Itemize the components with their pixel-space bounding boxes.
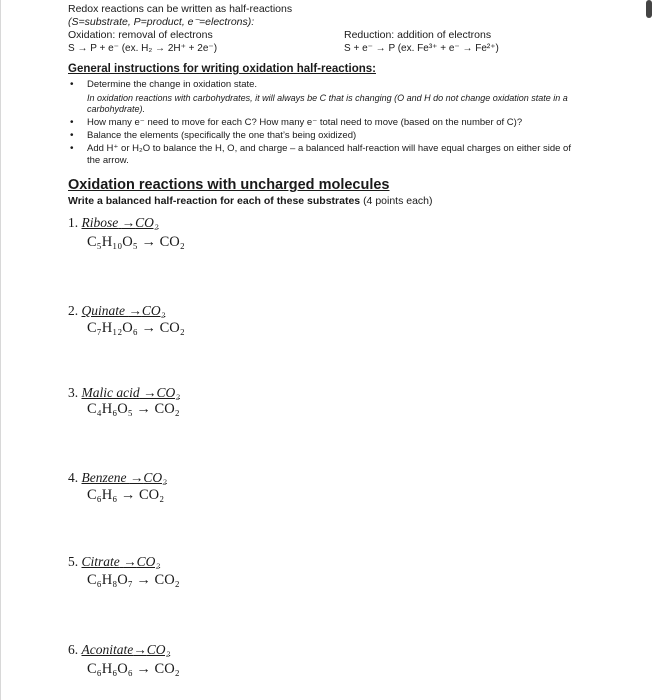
substrate-name: [82, 303, 166, 318]
instruction-4: Add H⁺ or H₂O to balance the H, O, and charge – a balanced half-reaction will have equal charges on either side of the arrow.: [87, 143, 571, 166]
product-text: CO₂: [143, 470, 167, 485]
substrate-name: [82, 642, 171, 657]
bullet-icon: •: [70, 117, 74, 128]
substrate-name: [82, 385, 180, 400]
reduction-equation: S + e⁻ → P (ex. Fe³⁺ + e⁻ → Fe²⁺): [344, 43, 499, 54]
substrate-name-text: Benzene: [81, 470, 127, 485]
question-1: [68, 215, 159, 231]
question-number: 3.: [68, 385, 79, 400]
formula-5: C₆H₈O₇ → CO₂: [87, 572, 180, 588]
substrate-name-text: Aconitate: [81, 642, 134, 657]
bullet-icon: •: [70, 143, 74, 154]
instruction-3: Balance the elements (specifically the one that’s being oxidized): [87, 130, 357, 141]
question-number: 4.: [68, 470, 79, 485]
formula-3: C₄H₆O₅ → CO₂: [87, 401, 180, 417]
intro-line-1: Redox reactions can be written as half-reactions: [68, 3, 293, 15]
question-2: [68, 303, 165, 319]
substrate-name: [82, 215, 159, 230]
arrow-icon: →: [121, 215, 136, 230]
product-text: CO₂: [156, 385, 180, 400]
formula-2: C₇H₁₂O₆ → CO₂: [87, 320, 185, 336]
substrate-name-text: Ribose: [81, 215, 119, 230]
oxidation-title: Oxidation: removal of electrons: [68, 29, 213, 41]
arrow-icon: →: [123, 554, 137, 569]
question-number: 6.: [68, 642, 79, 657]
question-6: [68, 642, 170, 658]
instruction-1: Determine the change in oxidation state.: [87, 79, 258, 90]
section-title: Oxidation reactions with uncharged molecules: [68, 177, 390, 193]
substrate-name: [82, 554, 161, 569]
instruction-note: In oxidation reactions with carbohydrates, it will always be C that is changing (O and H do not change oxidation state in a carbohydrate).: [87, 93, 568, 114]
question-5: [68, 554, 160, 570]
substrate-name: [82, 470, 167, 485]
section-instruction: [68, 195, 433, 207]
question-number: 2.: [68, 303, 79, 318]
formula-6: C₆H₆O₆ → CO₂: [87, 661, 180, 677]
question-3: [68, 385, 180, 401]
question-4: [68, 470, 167, 486]
substrate-name-text: Citrate: [81, 554, 120, 569]
product-text: CO₂: [135, 215, 159, 230]
substrate-name-text: Quinate: [81, 303, 125, 318]
product-text: CO₂: [141, 303, 166, 318]
scrollbar-thumb[interactable]: [646, 0, 652, 18]
instruction-2: How many e⁻ need to move for each C? How many e⁻ total need to move (based on the number of C)?: [87, 117, 523, 128]
oxidation-equation: S → P + e⁻ (ex. H₂ → 2H⁺ + 2e⁻): [68, 43, 218, 54]
question-number: 1.: [68, 215, 79, 230]
arrow-icon: →: [142, 385, 157, 400]
general-instructions-heading: General instructions for writing oxidation half-reactions:: [68, 63, 376, 75]
arrow-icon: →: [129, 470, 144, 485]
section-instruction-text: Write a balanced half-reaction for each of these substrates: [68, 195, 361, 207]
formula-1: C₅H₁₀O₅ → CO₂: [87, 234, 185, 250]
reduction-title: Reduction: addition of electrons: [344, 29, 492, 41]
bullet-icon: •: [70, 130, 74, 141]
question-number: 5.: [68, 554, 79, 569]
arrow-icon: →: [133, 642, 147, 657]
section-points: (4 points each): [363, 195, 433, 207]
substrate-name-text: Malic acid: [81, 385, 140, 400]
product-text: CO₂: [146, 642, 171, 657]
intro-line-2: (S=substrate, P=product, e⁻=electrons):: [68, 16, 255, 28]
formula-4: C₆H₆ → CO₂: [87, 487, 165, 503]
arrow-icon: →: [128, 303, 142, 318]
product-text: CO₂: [136, 554, 161, 569]
bullet-icon: •: [70, 79, 74, 90]
